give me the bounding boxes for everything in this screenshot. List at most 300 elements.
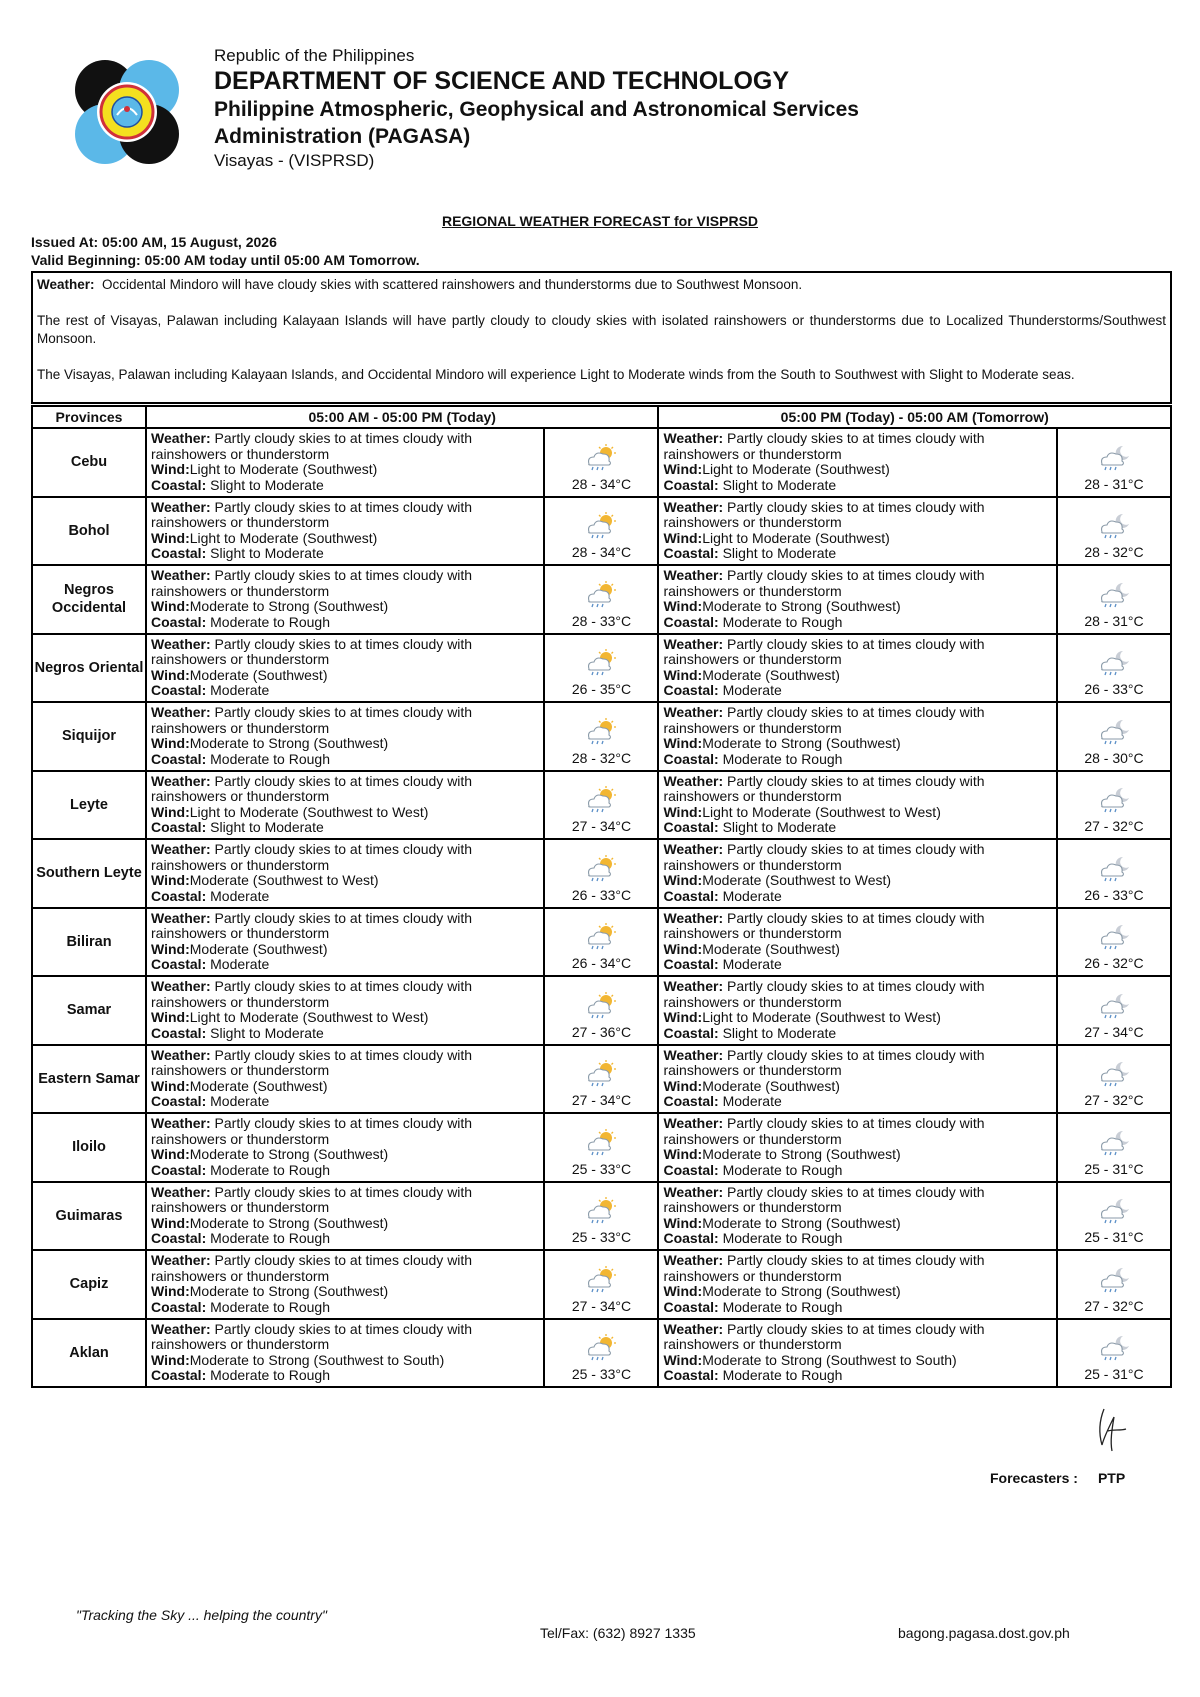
weather-line bbox=[663, 1253, 1052, 1284]
coastal-text: Moderate bbox=[722, 887, 782, 904]
tonight-forecast bbox=[1057, 1045, 1171, 1114]
today-forecast bbox=[544, 908, 658, 977]
coastal-label: Coastal: bbox=[151, 1367, 207, 1383]
tonight-details bbox=[658, 1045, 1056, 1114]
table-row bbox=[32, 428, 1171, 497]
today-forecast bbox=[544, 1250, 658, 1319]
wind-line bbox=[151, 531, 540, 547]
wind-label: Wind: bbox=[663, 803, 703, 820]
today-forecast bbox=[544, 497, 658, 566]
tonight-forecast bbox=[1057, 976, 1171, 1045]
wind-text: Moderate (Southwest) bbox=[189, 666, 328, 683]
republic-line: Republic of the Philippines bbox=[214, 46, 415, 65]
partly-cloudy-night-rain-icon bbox=[1058, 992, 1170, 1020]
coastal-text: Moderate to Rough bbox=[210, 1298, 330, 1315]
province-name: Samar bbox=[32, 976, 146, 1045]
weather-text: Partly cloudy skies to at times cloudy with rainshowers or thunderstorm bbox=[151, 430, 473, 462]
coastal-label: Coastal: bbox=[663, 1161, 719, 1178]
coastal-text: Slight to Moderate bbox=[210, 545, 324, 561]
today-details bbox=[146, 908, 544, 977]
partly-cloudy-day-rain-icon bbox=[545, 1197, 657, 1225]
wind-text: Light to Moderate (Southwest) bbox=[189, 529, 378, 546]
tonight-details bbox=[658, 908, 1056, 977]
weather-label: Weather: bbox=[663, 567, 724, 583]
coastal-label: Coastal: bbox=[663, 956, 719, 972]
today-forecast bbox=[544, 839, 658, 908]
coastal-text: Slight to Moderate bbox=[210, 476, 324, 493]
coastal-line bbox=[151, 820, 540, 836]
wind-line bbox=[663, 1216, 1052, 1232]
coastal-label: Coastal: bbox=[151, 819, 207, 835]
wind-text: Light to Moderate (Southwest) bbox=[189, 461, 378, 477]
coastal-text: Moderate bbox=[210, 887, 270, 904]
weather-text: Partly cloudy skies to at times cloudy with rainshowers or thunderstorm bbox=[663, 1183, 985, 1215]
coastal-label: Coastal: bbox=[663, 682, 719, 698]
weather-label: Weather: bbox=[663, 1183, 724, 1200]
today-details bbox=[146, 497, 544, 566]
weather-line bbox=[663, 637, 1052, 668]
wind-text: Moderate (Southwest) bbox=[189, 1077, 328, 1094]
wind-label: Wind: bbox=[151, 529, 190, 546]
today-temperature: 26 - 33°C bbox=[571, 886, 632, 903]
coastal-label: Coastal: bbox=[663, 887, 719, 904]
wind-line bbox=[151, 1353, 540, 1369]
weather-line bbox=[663, 500, 1052, 531]
coastal-line bbox=[663, 752, 1052, 768]
wind-text: Light to Moderate (Southwest) bbox=[702, 461, 890, 477]
wind-line bbox=[663, 1079, 1052, 1095]
wind-text: Light to Moderate (Southwest to West) bbox=[189, 803, 429, 820]
weather-label: Weather: bbox=[151, 498, 211, 515]
tonight-temperature: 27 - 32°C bbox=[1084, 818, 1144, 834]
province-name: Cebu bbox=[32, 428, 146, 497]
tonight-temperature: 25 - 31°C bbox=[1084, 1366, 1144, 1382]
valid-period: Valid Beginning: 05:00 AM today until 05:00 AM Tomorrow. bbox=[31, 252, 420, 268]
coastal-text: Moderate bbox=[722, 682, 782, 698]
coastal-text: Slight to Moderate bbox=[722, 1024, 837, 1041]
weather-text: Partly cloudy skies to at times cloudy with rainshowers or thunderstorm bbox=[663, 567, 985, 599]
province-name: Siquijor bbox=[32, 702, 146, 771]
wind-label: Wind: bbox=[151, 666, 190, 683]
coastal-label: Coastal: bbox=[151, 1161, 207, 1178]
wind-label: Wind: bbox=[663, 872, 703, 888]
today-forecast bbox=[544, 1182, 658, 1251]
weather-text: Partly cloudy skies to at times cloudy with rainshowers or thunderstorm bbox=[151, 1320, 473, 1352]
wind-line bbox=[663, 1010, 1052, 1026]
coastal-label: Coastal: bbox=[663, 1367, 719, 1383]
wind-label: Wind: bbox=[151, 1214, 190, 1231]
partly-cloudy-night-rain-icon bbox=[1058, 1197, 1170, 1225]
weather-label: Weather: bbox=[151, 978, 211, 994]
weather-text: Partly cloudy skies to at times cloudy with rainshowers or thunderstorm bbox=[663, 978, 985, 1010]
weather-label: Weather: bbox=[151, 772, 211, 789]
wind-line bbox=[151, 736, 540, 752]
weather-text: Partly cloudy skies to at times cloudy with rainshowers or thunderstorm bbox=[151, 909, 473, 941]
today-temperature: 28 - 34°C bbox=[571, 475, 632, 492]
wind-label: Wind: bbox=[663, 598, 703, 614]
coastal-text: Moderate to Rough bbox=[722, 1161, 843, 1178]
wind-label: Wind: bbox=[663, 461, 703, 477]
weather-label: Weather: bbox=[151, 1183, 211, 1200]
weather-text: Partly cloudy skies to at times cloudy with rainshowers or thunderstorm bbox=[151, 498, 473, 530]
weather-text: Partly cloudy skies to at times cloudy with rainshowers or thunderstorm bbox=[151, 635, 473, 667]
summary-paragraph-2: The rest of Visayas, Palawan including Kalayaan Islands will have partly cloudy to cloudy skies with isolated rainshowers or thunderstorms due to Localized Thunderstorms/Southwest Monsoon. bbox=[37, 313, 1166, 346]
header-today: 05:00 AM - 05:00 PM (Today) bbox=[146, 406, 658, 428]
department-name: DEPARTMENT OF SCIENCE AND TECHNOLOGY bbox=[214, 67, 790, 95]
coastal-line bbox=[151, 1094, 540, 1110]
today-forecast bbox=[544, 1113, 658, 1182]
partly-cloudy-day-rain-icon bbox=[545, 992, 657, 1020]
coastal-label: Coastal: bbox=[151, 1298, 207, 1315]
weather-label: Weather: bbox=[151, 1046, 211, 1063]
table-row bbox=[32, 634, 1171, 703]
today-temperature: 26 - 34°C bbox=[571, 955, 632, 971]
wind-line bbox=[151, 599, 540, 615]
wind-label: Wind: bbox=[151, 1146, 190, 1162]
weather-text: Partly cloudy skies to at times cloudy with rainshowers or thunderstorm bbox=[663, 498, 985, 530]
wind-label: Wind: bbox=[151, 803, 190, 820]
province-name: Negros Occidental bbox=[32, 565, 146, 634]
letterhead bbox=[214, 46, 859, 171]
tonight-temperature: 25 - 31°C bbox=[1084, 1160, 1144, 1177]
partly-cloudy-night-rain-icon bbox=[1058, 1129, 1170, 1157]
coastal-line bbox=[663, 1368, 1052, 1384]
coastal-text: Moderate to Rough bbox=[722, 750, 843, 767]
weather-label: Weather: bbox=[663, 430, 724, 446]
today-details bbox=[146, 702, 544, 771]
today-temperature: 28 - 34°C bbox=[571, 544, 632, 560]
today-details bbox=[146, 1045, 544, 1114]
wind-label: Wind: bbox=[151, 598, 190, 614]
weather-line bbox=[151, 1048, 540, 1079]
today-temperature: 28 - 32°C bbox=[571, 749, 632, 766]
partly-cloudy-night-rain-icon bbox=[1058, 855, 1170, 883]
wind-line bbox=[151, 805, 540, 821]
weather-line bbox=[151, 979, 540, 1010]
tonight-temperature: 26 - 33°C bbox=[1084, 681, 1144, 697]
coastal-line bbox=[151, 546, 540, 562]
coastal-label: Coastal: bbox=[663, 1093, 719, 1109]
tonight-details bbox=[658, 1319, 1056, 1388]
weather-text: Partly cloudy skies to at times cloudy with rainshowers or thunderstorm bbox=[663, 772, 985, 804]
coastal-line bbox=[151, 957, 540, 973]
table-row bbox=[32, 976, 1171, 1045]
partly-cloudy-day-rain-icon bbox=[545, 855, 657, 883]
weather-text: Partly cloudy skies to at times cloudy with rainshowers or thunderstorm bbox=[151, 1183, 473, 1215]
weather-text: Partly cloudy skies to at times cloudy with rainshowers or thunderstorm bbox=[663, 635, 985, 667]
today-details bbox=[146, 428, 544, 497]
today-forecast bbox=[544, 1319, 658, 1388]
coastal-line bbox=[663, 1094, 1052, 1110]
table-row bbox=[32, 771, 1171, 840]
weather-line bbox=[151, 568, 540, 599]
wind-label: Wind: bbox=[663, 735, 703, 751]
coastal-line bbox=[663, 820, 1052, 836]
tonight-temperature: 26 - 32°C bbox=[1084, 955, 1144, 971]
coastal-label: Coastal: bbox=[151, 613, 207, 630]
weather-label: Weather: bbox=[663, 1115, 724, 1131]
website-link[interactable]: bagong.pagasa.dost.gov.ph bbox=[898, 1625, 1070, 1641]
coastal-label: Coastal: bbox=[663, 750, 719, 767]
weather-label: Weather: bbox=[151, 909, 211, 926]
today-forecast bbox=[544, 771, 658, 840]
coastal-label: Coastal: bbox=[151, 476, 207, 493]
wind-line bbox=[663, 736, 1052, 752]
weather-label: Weather: bbox=[151, 1252, 211, 1268]
coastal-text: Moderate to Rough bbox=[210, 750, 330, 767]
coastal-text: Moderate bbox=[722, 1093, 782, 1109]
tonight-temperature: 28 - 30°C bbox=[1084, 749, 1144, 766]
weather-text: Partly cloudy skies to at times cloudy with rainshowers or thunderstorm bbox=[663, 909, 985, 941]
header-provinces: Provinces bbox=[32, 406, 146, 428]
wind-text: Moderate to Strong (Southwest) bbox=[189, 1146, 389, 1162]
weather-summary bbox=[31, 271, 1172, 404]
wind-label: Wind: bbox=[151, 1351, 190, 1368]
tonight-forecast bbox=[1057, 1319, 1171, 1388]
tonight-temperature: 28 - 31°C bbox=[1084, 612, 1144, 629]
wind-line bbox=[151, 873, 540, 889]
weather-line bbox=[663, 911, 1052, 942]
coastal-label: Coastal: bbox=[663, 1298, 719, 1315]
wind-text: Light to Moderate (Southwest to West) bbox=[189, 1009, 429, 1025]
weather-label: Weather: bbox=[151, 1115, 211, 1131]
forecast-rows bbox=[32, 428, 1171, 1387]
partly-cloudy-day-rain-icon bbox=[545, 718, 657, 746]
wind-line bbox=[663, 873, 1052, 889]
today-forecast bbox=[544, 428, 658, 497]
today-temperature: 27 - 36°C bbox=[571, 1023, 632, 1040]
coastal-text: Moderate to Rough bbox=[722, 1230, 843, 1246]
summary-text-1: Occidental Mindoro will have cloudy skies with scattered rainshowers and thunderstorms due to Southwest Monsoon. bbox=[102, 277, 803, 292]
table-header-row bbox=[32, 406, 1171, 428]
province-name: Iloilo bbox=[32, 1113, 146, 1182]
wind-text: Moderate (Southwest to West) bbox=[702, 872, 892, 888]
issue-info bbox=[31, 233, 420, 269]
weather-line bbox=[663, 774, 1052, 805]
weather-line bbox=[663, 1116, 1052, 1147]
tonight-forecast bbox=[1057, 771, 1171, 840]
coastal-text: Slight to Moderate bbox=[722, 476, 837, 493]
today-details bbox=[146, 565, 544, 634]
today-forecast bbox=[544, 702, 658, 771]
wind-text: Moderate to Strong (Southwest to South) bbox=[702, 1351, 957, 1368]
wind-line bbox=[151, 1147, 540, 1163]
today-forecast bbox=[544, 976, 658, 1045]
weather-line bbox=[151, 637, 540, 668]
coastal-line bbox=[663, 1026, 1052, 1042]
tonight-details bbox=[658, 702, 1056, 771]
weather-line bbox=[151, 1253, 540, 1284]
weather-text: Partly cloudy skies to at times cloudy with rainshowers or thunderstorm bbox=[151, 1115, 473, 1147]
coastal-text: Slight to Moderate bbox=[722, 545, 837, 561]
wind-text: Moderate to Strong (Southwest) bbox=[702, 1214, 901, 1231]
wind-line bbox=[663, 462, 1052, 478]
wind-line bbox=[151, 1010, 540, 1026]
wind-text: Moderate to Strong (Southwest) bbox=[702, 1146, 901, 1162]
coastal-label: Coastal: bbox=[151, 956, 207, 972]
partly-cloudy-night-rain-icon bbox=[1058, 512, 1170, 540]
agency-name-line2: Administration (PAGASA) bbox=[214, 125, 471, 148]
coastal-line bbox=[151, 683, 540, 699]
partly-cloudy-night-rain-icon bbox=[1058, 718, 1170, 746]
wind-text: Moderate (Southwest) bbox=[702, 940, 840, 957]
wind-label: Wind: bbox=[663, 666, 703, 683]
weather-label: Weather: bbox=[151, 430, 211, 446]
forecasters-value: PTP bbox=[1097, 1470, 1126, 1486]
province-name: Leyte bbox=[32, 771, 146, 840]
today-details bbox=[146, 976, 544, 1045]
today-temperature: 28 - 33°C bbox=[571, 612, 632, 629]
tonight-temperature: 26 - 33°C bbox=[1084, 886, 1144, 903]
today-details bbox=[146, 839, 544, 908]
weather-line bbox=[151, 705, 540, 736]
weather-line bbox=[663, 979, 1052, 1010]
partly-cloudy-day-rain-icon bbox=[545, 1334, 657, 1362]
wind-label: Wind: bbox=[151, 461, 190, 477]
wind-text: Moderate to Strong (Southwest) bbox=[702, 598, 901, 614]
wind-label: Wind: bbox=[663, 1146, 703, 1162]
forecaster-signature bbox=[1090, 1405, 1130, 1457]
partly-cloudy-night-rain-icon bbox=[1058, 1334, 1170, 1362]
weather-text: Partly cloudy skies to at times cloudy with rainshowers or thunderstorm bbox=[151, 978, 473, 1010]
wind-label: Wind: bbox=[663, 1077, 703, 1094]
weather-text: Partly cloudy skies to at times cloudy with rainshowers or thunderstorm bbox=[151, 704, 473, 736]
coastal-label: Coastal: bbox=[663, 476, 719, 493]
wind-label: Wind: bbox=[663, 1283, 703, 1299]
today-details bbox=[146, 634, 544, 703]
coastal-label: Coastal: bbox=[663, 819, 719, 835]
telfax: Tel/Fax: (632) 8927 1335 bbox=[540, 1625, 696, 1641]
weather-label: Weather: bbox=[151, 567, 211, 583]
document-title: REGIONAL WEATHER FORECAST for VISPRSD bbox=[441, 213, 759, 229]
forecasters bbox=[990, 1470, 1125, 1486]
coastal-label: Coastal: bbox=[151, 1230, 207, 1246]
wind-label: Wind: bbox=[151, 872, 190, 888]
wind-line bbox=[151, 1079, 540, 1095]
wind-label: Wind: bbox=[663, 1009, 703, 1025]
weather-label: Weather: bbox=[151, 704, 211, 720]
weather-label: Weather: bbox=[663, 1320, 724, 1337]
today-details bbox=[146, 1250, 544, 1319]
coastal-label: Coastal: bbox=[151, 545, 207, 561]
weather-line bbox=[663, 1048, 1052, 1079]
coastal-line bbox=[663, 1163, 1052, 1179]
wind-label: Wind: bbox=[151, 1283, 190, 1299]
tonight-details bbox=[658, 771, 1056, 840]
coastal-text: Moderate to Rough bbox=[722, 1298, 843, 1315]
today-temperature: 25 - 33°C bbox=[571, 1229, 632, 1245]
weather-text: Partly cloudy skies to at times cloudy with rainshowers or thunderstorm bbox=[663, 430, 985, 462]
partly-cloudy-night-rain-icon bbox=[1058, 923, 1170, 951]
tonight-details bbox=[658, 1250, 1056, 1319]
weather-label: Weather: bbox=[151, 841, 211, 857]
tonight-temperature: 25 - 31°C bbox=[1084, 1229, 1144, 1245]
weather-text: Partly cloudy skies to at times cloudy with rainshowers or thunderstorm bbox=[151, 841, 473, 873]
table-row bbox=[32, 1182, 1171, 1251]
partly-cloudy-day-rain-icon bbox=[545, 1060, 657, 1088]
tonight-temperature: 27 - 34°C bbox=[1084, 1023, 1144, 1040]
today-temperature: 27 - 34°C bbox=[571, 1297, 632, 1314]
wind-line bbox=[663, 805, 1052, 821]
coastal-line bbox=[151, 1300, 540, 1316]
province-name: Capiz bbox=[32, 1250, 146, 1319]
wind-text: Light to Moderate (Southwest) bbox=[702, 529, 890, 546]
wind-line bbox=[151, 668, 540, 684]
summary-weather-label: Weather: bbox=[37, 277, 95, 292]
weather-text: Partly cloudy skies to at times cloudy with rainshowers or thunderstorm bbox=[151, 567, 473, 599]
weather-label: Weather: bbox=[663, 909, 724, 926]
forecast-table bbox=[31, 405, 1172, 1388]
wind-label: Wind: bbox=[151, 1077, 190, 1094]
province-name: Guimaras bbox=[32, 1182, 146, 1251]
today-details bbox=[146, 1182, 544, 1251]
wind-label: Wind: bbox=[151, 940, 190, 957]
tonight-details bbox=[658, 1182, 1056, 1251]
tonight-forecast bbox=[1057, 634, 1171, 703]
coastal-line bbox=[151, 1368, 540, 1384]
wind-text: Moderate (Southwest) bbox=[702, 1077, 840, 1094]
tonight-details bbox=[658, 634, 1056, 703]
coastal-line bbox=[663, 478, 1052, 494]
coastal-line bbox=[151, 1026, 540, 1042]
today-temperature: 25 - 33°C bbox=[571, 1366, 632, 1382]
partly-cloudy-day-rain-icon bbox=[545, 581, 657, 609]
partly-cloudy-night-rain-icon bbox=[1058, 649, 1170, 677]
coastal-line bbox=[151, 1231, 540, 1247]
weather-text: Partly cloudy skies to at times cloudy with rainshowers or thunderstorm bbox=[663, 704, 985, 736]
partly-cloudy-day-rain-icon bbox=[545, 1129, 657, 1157]
tonight-temperature: 28 - 32°C bbox=[1084, 544, 1144, 560]
weather-label: Weather: bbox=[663, 498, 724, 515]
today-temperature: 26 - 35°C bbox=[571, 681, 632, 697]
wind-line bbox=[663, 599, 1052, 615]
region-office: Visayas - (VISPRSD) bbox=[214, 151, 375, 170]
coastal-label: Coastal: bbox=[663, 613, 719, 630]
wind-text: Moderate to Strong (Southwest to South) bbox=[189, 1351, 445, 1368]
coastal-text: Moderate to Rough bbox=[210, 1230, 330, 1246]
tonight-details bbox=[658, 1113, 1056, 1182]
coastal-text: Moderate to Rough bbox=[210, 1161, 330, 1178]
wind-text: Moderate to Strong (Southwest) bbox=[189, 735, 389, 751]
tonight-forecast bbox=[1057, 839, 1171, 908]
today-forecast bbox=[544, 634, 658, 703]
weather-line bbox=[663, 842, 1052, 873]
wind-label: Wind: bbox=[151, 735, 190, 751]
coastal-text: Moderate to Rough bbox=[210, 613, 330, 630]
coastal-text: Moderate to Rough bbox=[722, 613, 843, 630]
weather-line bbox=[663, 568, 1052, 599]
weather-line bbox=[151, 842, 540, 873]
coastal-text: Moderate bbox=[722, 956, 782, 972]
today-temperature: 25 - 33°C bbox=[571, 1160, 632, 1177]
partly-cloudy-day-rain-icon bbox=[545, 786, 657, 814]
wind-text: Light to Moderate (Southwest to West) bbox=[702, 803, 941, 820]
tonight-forecast bbox=[1057, 1113, 1171, 1182]
coastal-line bbox=[151, 752, 540, 768]
weather-line bbox=[663, 705, 1052, 736]
tonight-forecast bbox=[1057, 1250, 1171, 1319]
weather-line bbox=[663, 1322, 1052, 1353]
coastal-line bbox=[663, 1300, 1052, 1316]
table-row bbox=[32, 1319, 1171, 1388]
coastal-text: Moderate to Rough bbox=[722, 1367, 843, 1383]
weather-text: Partly cloudy skies to at times cloudy with rainshowers or thunderstorm bbox=[663, 841, 985, 873]
summary-paragraph-1 bbox=[37, 276, 1166, 294]
coastal-line bbox=[663, 1231, 1052, 1247]
coastal-text: Slight to Moderate bbox=[210, 819, 324, 835]
province-name: Eastern Samar bbox=[32, 1045, 146, 1114]
dost-logo bbox=[72, 57, 182, 167]
